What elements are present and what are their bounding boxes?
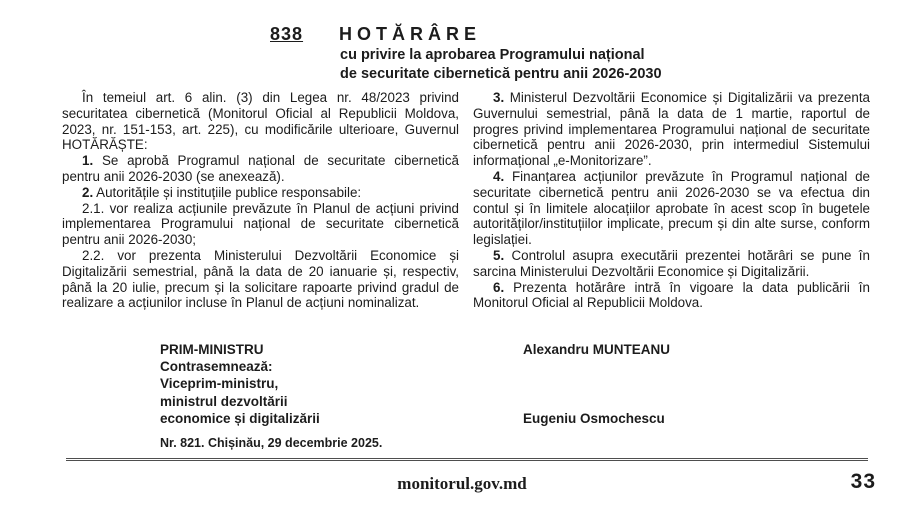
decision-subtitle-line2: de securitate cibernetică pentru anii 2026-2030 bbox=[340, 65, 662, 82]
paragraph-number: 2.2. bbox=[82, 247, 105, 263]
signer-name: Alexandru MUNTEANU bbox=[523, 342, 671, 357]
paragraph-number: 5. bbox=[493, 247, 505, 263]
decision-title: HOTĂRÂRE bbox=[339, 24, 482, 44]
signature-block bbox=[160, 341, 760, 427]
paragraph-number: 6. bbox=[493, 279, 505, 295]
paragraph-text: vor realiza acțiunile prevăzute în Planul de acțiuni privind implementarea Programului național de securitate cibernetică pentru anii 2026-2030; bbox=[62, 200, 459, 248]
paragraph-text: vor prezenta Ministerului Dezvoltării Economice și Digitalizării semestrial, până la data de 20 ianuarie și, respectiv, până la 20 iulie, precum și la solicitare rapoarte privind gradul de realizare a acțiunilor incluse în Planul de acțiuni nominalizat. bbox=[62, 247, 459, 311]
paragraph-number: 1. bbox=[82, 153, 94, 169]
countersigner-title-line1: Viceprim-ministru, bbox=[160, 376, 279, 392]
paragraph-number: 2.1. bbox=[82, 200, 105, 216]
paragraph-text: Controlul asupra executării prezentei hotărâri se pune în sarcina Ministerului Dezvoltării Economice și Digitalizării. bbox=[473, 247, 870, 279]
paragraph-5 bbox=[473, 248, 870, 280]
decision-subtitle bbox=[340, 46, 662, 83]
signature-row bbox=[160, 375, 760, 392]
paragraph-number: 3. bbox=[493, 90, 505, 105]
paragraph-4 bbox=[473, 169, 870, 248]
signature-row bbox=[160, 410, 760, 427]
paragraph-text: În temeiul art. 6 alin. (3) din Legea nr. 48/2023 privind securitatea cibernetică (Monitorul Oficial al Republicii Moldova, 2023, nr. 151-153, art. 225), cu modificările ulterioare, Guvernul HOTĂRĂȘTE: bbox=[62, 90, 459, 153]
paragraph-text: Finanțarea acțiunilor prevăzute în Programul național de securitate cibernetică pentru anii 2026-2030 se va efectua din contul și în limitele alocațiilor aprobate în acest scop în bugetele autorităților/instituțiilor implicate, precum și din alte surse, conform legislației. bbox=[473, 168, 870, 248]
paragraph-text: Ministerul Dezvoltării Economice și Digitalizării va prezenta Guvernului semestrial, până la data de 1 martie, raportul de progres privind implementarea Programului național de securitate cibernetică pentru anii 2026-2030, prin intermediul Sistemului informațional „e-Monitorizare”. bbox=[473, 90, 870, 169]
paragraph-text: Prezenta hotărâre intră în vigoare la data publicării în Monitorul Oficial al Republicii Moldova. bbox=[473, 279, 870, 311]
paragraph-preamble bbox=[62, 90, 459, 153]
countersign-label: Contrasemnează: bbox=[160, 359, 273, 375]
signature-row bbox=[160, 341, 760, 358]
countersigner-title-line2: ministrul dezvoltării bbox=[160, 393, 288, 409]
paragraph-2-1 bbox=[62, 201, 459, 248]
decision-number: 838 bbox=[270, 24, 304, 44]
signature-row bbox=[160, 393, 760, 410]
paragraph-3 bbox=[473, 90, 870, 169]
footer-website: monitorul.gov.md bbox=[397, 474, 527, 493]
paragraph-number: 2. bbox=[82, 184, 94, 200]
paragraph-6 bbox=[473, 280, 870, 312]
paragraph-text: Se aprobă Programul național de securitate cibernetică pentru anii 2026-2030 (se anexează). bbox=[62, 153, 459, 184]
signer-title: PRIM-MINISTRU bbox=[160, 342, 264, 357]
decision-subtitle-line1: cu privire la aprobarea Programului național bbox=[340, 47, 645, 63]
decision-number-date: Nr. 821. Chișinău, 29 decembrie 2025. bbox=[160, 436, 383, 450]
decision-body bbox=[62, 90, 870, 311]
paragraph-1 bbox=[62, 153, 459, 185]
paragraph-number: 4. bbox=[493, 168, 505, 184]
paragraph-text: Autoritățile și instituțiile publice responsabile: bbox=[96, 184, 362, 200]
countersigner-title-line3: economice și digitalizării bbox=[160, 410, 320, 426]
paragraph-2 bbox=[62, 185, 459, 201]
page-number: 33 bbox=[850, 470, 876, 493]
countersigner-name: Eugeniu Osmochescu bbox=[523, 410, 665, 426]
footer-double-rule bbox=[66, 458, 868, 461]
title-row bbox=[270, 24, 662, 45]
right-column bbox=[473, 90, 870, 311]
left-column bbox=[62, 90, 459, 311]
decision-header bbox=[270, 24, 662, 83]
signature-row bbox=[160, 358, 760, 375]
paragraph-2-2 bbox=[62, 248, 459, 311]
